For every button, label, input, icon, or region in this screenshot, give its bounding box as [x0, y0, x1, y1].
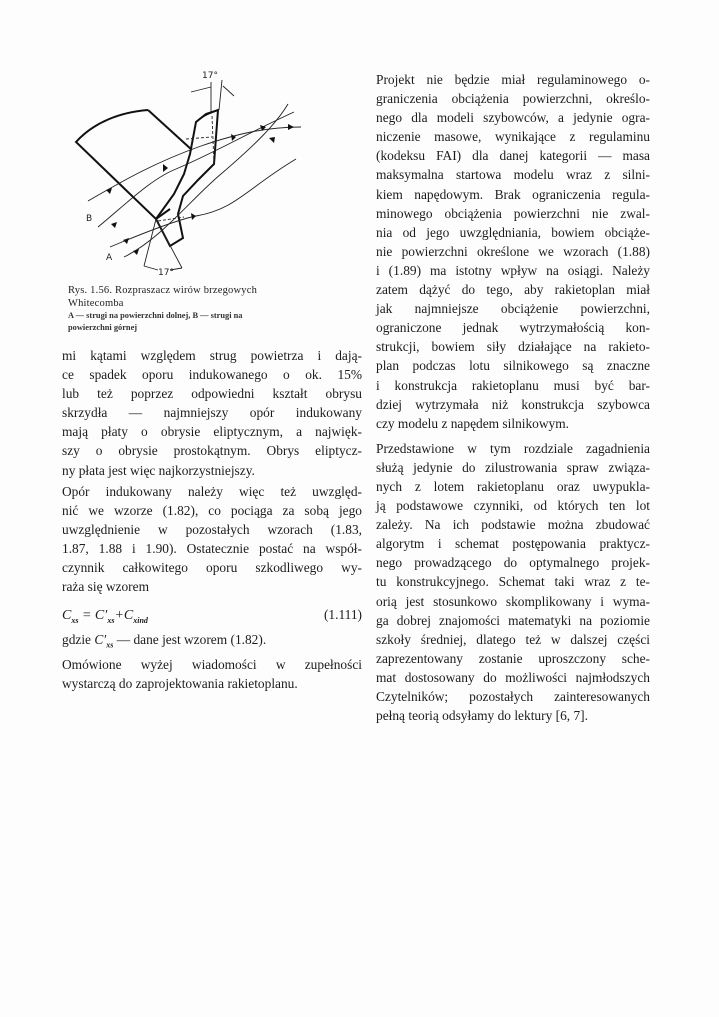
text-line: ny płata jest więc najkorzystniejszy. — [62, 462, 255, 478]
text-line: czynnik całkowitego oporu szkodliwego wy- — [62, 560, 362, 576]
text-line: ograniczone jednak wytrzymałością kon- — [376, 320, 650, 336]
text-line: nego dla modeli szybowców, a jedynie ogra- — [376, 110, 650, 126]
wing-diagram-icon — [66, 64, 321, 279]
text-line: plan podczas lotu silnikowego są znaczne — [376, 358, 650, 374]
caption-legend-line: A — strugi na powierzchni dolnej, B — strugi na — [68, 311, 243, 320]
text-line: raża się wzorem — [62, 579, 149, 595]
text-line: zatem dążyć do tego, aby rakietoplan miał — [376, 282, 650, 298]
text-line: nych z lotem rakietoplanu oraz uwypukla- — [376, 478, 650, 494]
text-line: algorytm i schemat postępowania praktycz- — [376, 536, 650, 552]
text-line: maksymalna startowa modelu wraz z silni- — [376, 167, 650, 183]
text-line: 1.87, 1.88 i 1.90). Ostatecznie postać na współ- — [62, 540, 362, 556]
equation-note: gdzie $C'_{xs}$ — dane jest wzorem (1.82). — [62, 632, 267, 650]
text-line: kiem napędowym. Brak ograniczenia regula- — [376, 186, 650, 202]
text-line: Projekt nie będzie miał regulaminowego o- — [376, 72, 650, 87]
equation-number: (1.111) — [323, 607, 362, 623]
text-line: orią jest stosunkowo skomplikowany i wyma- — [376, 593, 650, 609]
caption-title-line: Rys. 1.56. Rozpraszacz wirów brzegowych — [68, 285, 258, 296]
caption-title-line: Whitecomba — [68, 297, 124, 309]
text-line: mają płaty o obrysie eliptycznym, a najwięk- — [62, 424, 362, 440]
text-line: Czytelników; pozostałych zainteresowanych — [376, 689, 650, 704]
paragraph — [62, 655, 362, 693]
text-line: skrzydła — najmniejszy opór indukowany — [62, 405, 362, 421]
text-line: ga dobrej znajomości matematyki na poziomie — [376, 612, 650, 628]
text-line: jak najmniejsze obciążenie powierzchni, — [376, 301, 650, 317]
caption-legend-line: powierzchni górnej — [68, 322, 138, 332]
text-line: czy modelu z napędem silnikowym. — [376, 415, 570, 431]
paragraph — [376, 70, 650, 433]
text-line: mat dostosowany do możliwości najmłodszych — [376, 669, 650, 685]
text-line: tu konstrukcyjnego. Schemat taki wraz z te- — [376, 574, 650, 590]
text-line: ją podstawowe czynniki, od których ten lot — [376, 498, 650, 514]
text-line: Przedstawione w tym rozdziale zagadnienia — [376, 440, 650, 456]
text-line: (kodeksu FAI) dla danej kategorii — masa — [376, 148, 650, 164]
text-line: szkoły średniej, dlatego też w dalszej części — [376, 631, 650, 647]
angle-label-bottom: 17° — [158, 268, 174, 278]
text-line: strukcji, bowiem siły działające na rakieto- — [376, 339, 650, 355]
left-column — [62, 346, 362, 693]
figure-wingtip-vortex-diffuser — [66, 64, 321, 279]
text-line: zależy. Na ich podstawie można zbudować — [376, 517, 650, 533]
equation-1-111 — [62, 605, 362, 630]
angle-label-top: 17° — [202, 71, 218, 81]
paragraph — [376, 439, 650, 725]
label-a: A — [106, 253, 113, 263]
text-line: zaprezentowany zostanie uproszczony sche- — [376, 650, 650, 666]
text-line: ce spadek oporu indukowanego o ok. 15% — [62, 367, 362, 383]
right-column — [376, 70, 650, 725]
text-line: służą jedynie do zilustrowania spraw związa- — [376, 459, 650, 475]
paragraph — [62, 346, 362, 480]
text-line: dziej wytrzymała niż konstrukcja szybowca — [376, 396, 650, 412]
text-line: niczenie masowe, wynikające z regulaminu — [376, 129, 650, 145]
text-line: pełną teorią odsyłamy do lektury [6, 7]. — [376, 708, 588, 724]
paragraph — [62, 482, 362, 597]
text-line: graniczenia obciążenia powierzchni, określo- — [376, 91, 650, 107]
label-b: B — [86, 214, 93, 224]
text-line: lub też poprzez odpowiedni kształt obrysu — [62, 386, 362, 402]
text-line: i konstrukcja rakietoplanu musi być bar- — [376, 377, 650, 393]
text-line: mi kątami względem strug powietrza i dają- — [62, 348, 362, 363]
text-line: Omówione wyżej wiadomości w zupełności — [62, 656, 362, 672]
text-line: nia od jego uwzględniania, bowiem obciąże- — [376, 224, 650, 240]
text-line: nie powierzchni określone we wzorach (1.88) — [376, 243, 650, 259]
text-line: wystarczą do zaprojektowania rakietoplanu. — [62, 675, 298, 691]
text-line: nić we wzorze (1.82), co pociąga za sobą jego — [62, 502, 362, 518]
text-line: uwzględnienie w pozostałych wzorach (1.83, — [62, 521, 362, 537]
text-line: Opór indukowany należy więc też uwzględ- — [62, 483, 362, 499]
text-line: nego prowadzącego do optymalnego projek- — [376, 555, 650, 571]
equation-expression: $C_{xs} = C'_{xs}+C_{xind}$ — [62, 608, 148, 626]
figure-caption — [68, 285, 308, 333]
text-line: i (1.89) ma istotny wpływ na osiągi. Należy — [376, 262, 650, 278]
text-line: minowego obciążenia powierzchni nie zwal- — [376, 205, 650, 221]
text-line: szy o obrysie prostokątnym. Obrys eliptycz- — [62, 443, 362, 459]
